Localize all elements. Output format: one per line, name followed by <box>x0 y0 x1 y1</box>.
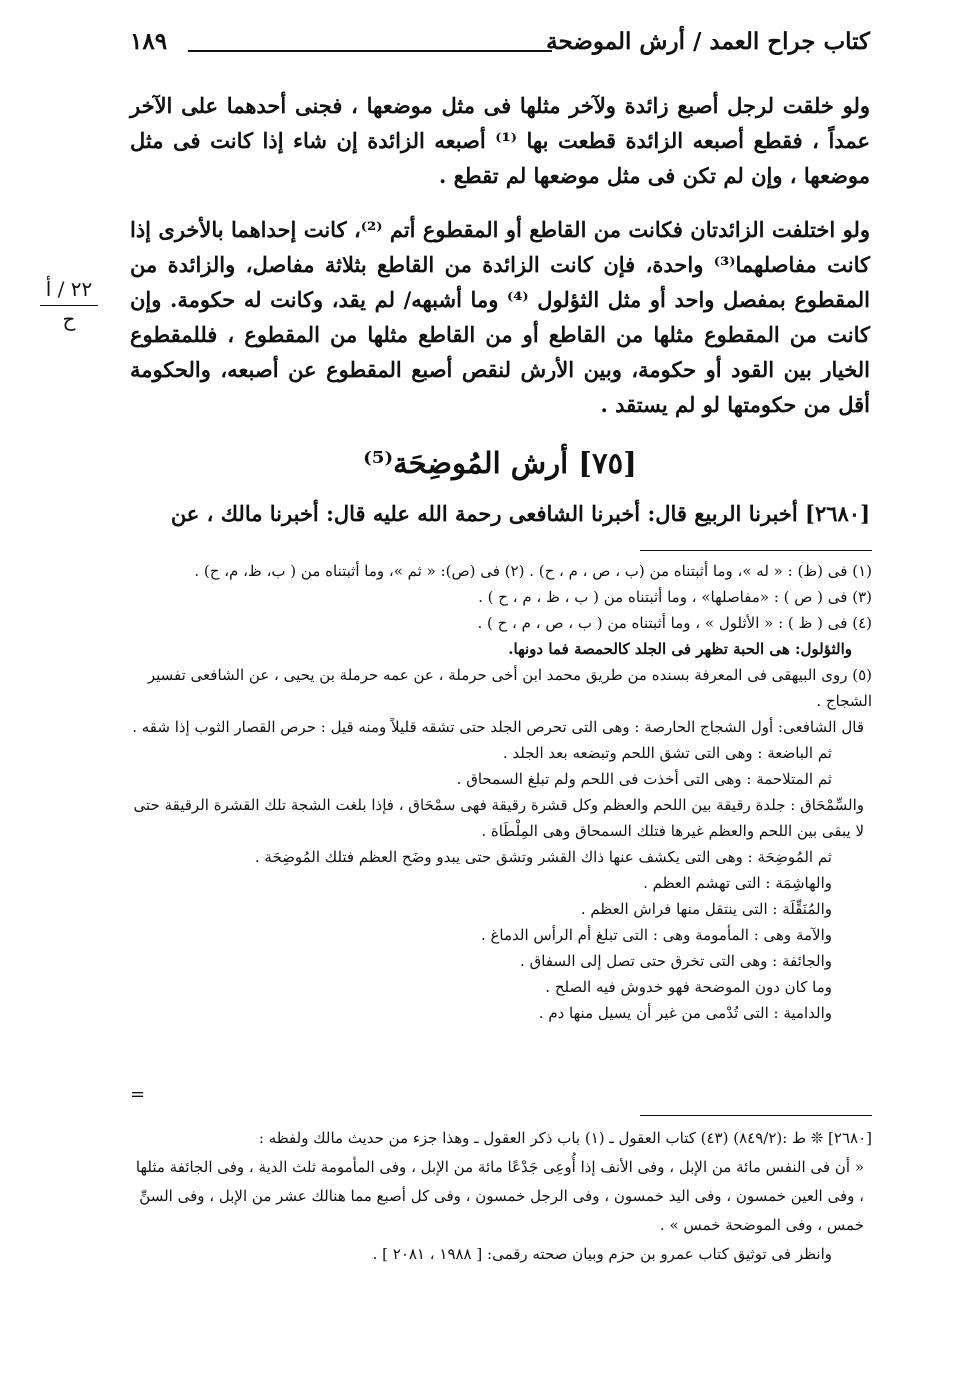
footnote-item: ثم المتلاحمة : وهى التى أخذت فى اللحم ولم تبلغ السمحاق . <box>456 770 832 788</box>
continuation-mark: = <box>130 1084 146 1105</box>
footnote-item: (٤) فى ( ظ ) : « الأثلول » ، وما أثبتناه من ( ب ، ص ، م ، ح ) . <box>477 614 872 632</box>
footnote-item: والدامية : التى تُدْمى من غير أن يسيل منها دم . <box>538 1004 832 1022</box>
footnote-item: والسِّمْحَاق : جلدة رقيقة بين اللحم والعظم وكل قشرة رقيقة فهى سمْحَاق ، فإذا بلغت الشجة تلك القشرة الرقيقة حتى لا يبقى بين اللحم والعظم غيرها فتلك السمحاق وهى المِلْطَاة . <box>133 796 864 840</box>
margin-note-folio: ٢٢ / أ <box>40 278 98 306</box>
footnote-item: ثم المُوضِحَة : وهى التى يكشف عنها ذاك القشر وتشق حتى يبدو وضَح العظم فتلك المُوضِحَة . <box>254 848 832 866</box>
section-heading: [٧٥] أرش المُوضِحَة⁽⁵⁾ <box>363 446 637 480</box>
footnote-item: قال الشافعى: أول الشجاج الحارصة : وهى التى تحرص الجلد حتى تشقه قليلاً ومنه قيل : حرص القصار الثوب إذا شقه . <box>132 718 864 736</box>
footnotes <box>130 558 872 1026</box>
hadith-opening: [٢٦٨٠] أخبرنا الربيع قال: أخبرنا الشافعى رحمة الله عليه قال: أخبرنا مالك ، عن <box>170 501 870 526</box>
footnote-item: (٣) فى ( ص ) : «مفاصلها» ، وما أثبتناه من ( ب ، ظ ، م ، ح ) . <box>478 588 872 606</box>
footnote-item: والهاشِمَة : التى تهشم العظم . <box>643 874 832 892</box>
body-paragraph-2: ولو اختلفت الزائدتان فكانت من القاطع أو المقطوع أتم ⁽²⁾، كانت إحداهما بالأخرى إذا كانت مفاصلهما⁽³⁾ واحدة، فإن كانت الزائدة من القاطع بثلاثة مفاصل، والزائدة من المقطوع بمفصل واحد أو مثل الثؤلول ⁽⁴⁾ وما أشبهه/ لم يقد، وكانت له حكومة. وإن كانت من المقطوع مثلها من القاطع أو من القاطع مثلها من المقطوع ، فللمقطوع الخيار بين القود أو حكومة، وبين الأرش لنقص أصبع المقطوع عن أصبعه، والحكومة أقل من حكومتها لو لم يستقد . <box>130 217 871 417</box>
source-note-item: « أن فى النفس مائة من الإبل ، وفى الأنف إذا أُوعِى جَدْعًا مائة من الإبل ، وفى المأمومة ثلث الدية ، وفى الجائفة مثلها ، وفى العين خمسون ، وفى اليد خمسون ، وفى الرجل خمسون ، وفى كل أصبع مما هنالك عشر من الإبل ، وفى السنِّ خمس ، وفى الموضحة خمس » . <box>135 1158 864 1234</box>
footnote-item: والثؤلول: هى الحبة تظهر فى الجلد كالحمصة فما دونها. <box>508 640 852 658</box>
source-separator <box>640 1115 872 1116</box>
source-note-item: وانظر فى توثيق كتاب عمرو بن حزم وبيان صحته رقمى: [ ١٩٨٨ ، ٢٠٨١ ] . <box>372 1245 832 1263</box>
footnote-item: والجائفة : وهى التى تخرق حتى تصل إلى السفاق . <box>520 952 832 970</box>
source-notes <box>130 1124 872 1269</box>
header-rule <box>188 50 552 52</box>
source-note-item: [٢٦٨٠] ❊ ط :(٨٤٩/٢) (٤٣) كتاب العقول ـ (١) باب ذكر العقول ـ وهذا جزء من حديث مالك ولفظه : <box>258 1129 872 1147</box>
footnote-separator <box>640 550 872 551</box>
footnote-item: والآمة وهى : المأمومة وهى : التى تبلغ أم الرأس الدماغ . <box>480 926 832 944</box>
page-number: ١٨٩ <box>130 28 168 55</box>
footnote-item: (١) فى (ظ) : « له »، وما أثبتناه من (ب ، ص ، م ، ح) . (٢) فى (ص): « ثم »، وما أثبتناه من ( ب، ظ، م، ح) . <box>194 562 872 580</box>
footnote-item: (٥) روى البيهقى فى المعرفة بسنده من طريق محمد ابن أخى حرملة ، عن عمه حرملة بن يحيى ، عن الشافعى تفسير الشجاج . <box>147 666 872 710</box>
margin-note-siglum: ح <box>62 307 76 331</box>
footnote-item: والمُنَقِّلَة : التى ينتقل منها فراش العظم . <box>580 900 832 918</box>
running-title: كتاب جراح العمد / أرش الموضحة <box>546 28 870 55</box>
body-paragraph-1: ولو خلقت لرجل أصبع زائدة ولآخر مثلها فى مثل موضعها ، فجنى أحدهما على الآخر عمداً ، فقطع أصبعه الزائدة قطعت بها ⁽¹⁾ أصبعه الزائدة إن شاء إذا كانت فى مثل موضعها ، وإن لم تكن فى مثل موضعها لم تقطع . <box>130 93 870 188</box>
running-header <box>130 28 870 62</box>
margin-manuscript-note <box>40 278 98 332</box>
footnote-item: وما كان دون الموضحة فهو خدوش فيه الصلح . <box>545 978 832 996</box>
footnote-item: ثم الباضعة : وهى التى تشق اللحم وتبضعه بعد الجلد . <box>502 744 832 762</box>
